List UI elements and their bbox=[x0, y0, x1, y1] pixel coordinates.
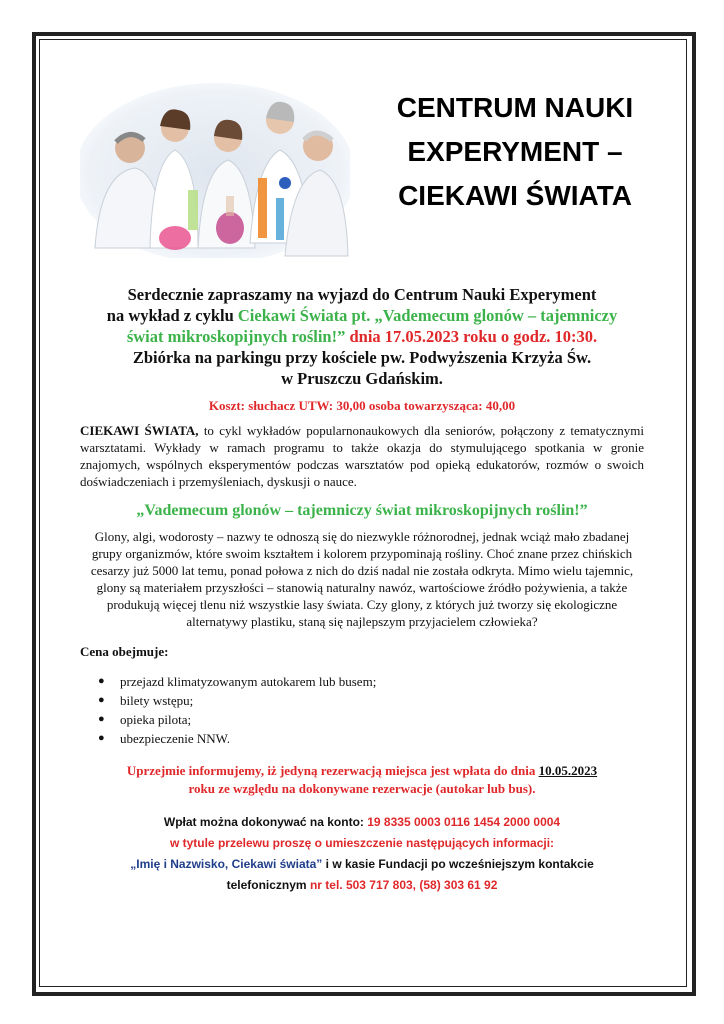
price-item-text: bilety wstępu; bbox=[120, 693, 194, 708]
notice-line-2: roku ze względu na dokonywane rezerwacje (autokar lub bus). bbox=[188, 781, 536, 796]
payment-line-2: w tytule przelewu proszę o umieszczenie następujących informacji: bbox=[169, 836, 555, 850]
transfer-title: „Imię i Nazwisko, Ciekawi świata” bbox=[130, 857, 323, 871]
intro-line-2-a: na wykład z cyklu bbox=[106, 306, 238, 325]
intro-line-3-a: świat mikroskopijnych roślin!” bbox=[126, 327, 346, 346]
price-heading: Cena obejmuje: bbox=[80, 644, 169, 659]
intro-line-5: w Pruszczu Gdańskim. bbox=[281, 369, 443, 388]
list-item bbox=[98, 691, 644, 710]
bullet-icon: ● bbox=[98, 732, 105, 744]
price-item-text: przejazd klimatyzowanym autokarem lub busem; bbox=[120, 674, 377, 689]
payment-line-4 bbox=[80, 875, 644, 896]
bullet-icon: ● bbox=[98, 694, 105, 706]
list-item bbox=[98, 672, 644, 691]
title-line-2: EXPERYMENT – bbox=[407, 136, 623, 167]
title-line-3: CIEKAWI ŚWIATA bbox=[398, 180, 632, 211]
payment-info bbox=[80, 812, 644, 896]
intro-line-3-b: dnia 17.05.2023 roku o godz. 10:30. bbox=[345, 327, 598, 346]
list-item bbox=[98, 710, 644, 729]
payment-line-4-a: telefonicznym bbox=[226, 878, 310, 892]
bullet-icon: ● bbox=[98, 713, 105, 725]
cost-line: Koszt: słuchacz UTW: 30,00 osoba towarzysząca: 40,00 bbox=[208, 398, 516, 413]
intro-line-2-b: Ciekawi Świata pt. „Vademecum glonów – tajemniczy bbox=[237, 306, 618, 325]
payment-line-3-b: i w kasie Fundacji po wcześniejszym kontakcie bbox=[322, 857, 594, 871]
scientists-photo bbox=[80, 78, 350, 258]
notice-deadline: 10.05.2023 bbox=[538, 763, 598, 778]
page-title bbox=[375, 86, 655, 218]
list-item bbox=[98, 729, 644, 748]
phone-numbers: nr tel. 503 717 803, (58) 303 61 92 bbox=[309, 878, 498, 892]
price-item-text: ubezpieczenie NNW. bbox=[120, 731, 230, 746]
intro-line-1: Serdecznie zapraszamy na wyjazd do Centrum Nauki Experyment bbox=[127, 285, 597, 304]
notice-line-1 bbox=[80, 762, 644, 780]
intro-line-4: Zbiórka na parkingu przy kościele pw. Podwyższenia Krzyża Św. bbox=[132, 348, 592, 367]
intro-line-2 bbox=[80, 305, 644, 326]
price-item-text: opieka pilota; bbox=[120, 712, 192, 727]
series-description-text: to cykl wykładów popularnonaukowych dla seniorów, połączony z tematycznymi warsztatami. Wykłady w ramach programu to także okazja do stymulującego spotkania w gronie znajomych, wspólnych eksperymentów podczas warsztatów pod opieką edukatorów, rozmów o swoich doświadczeniach i przemyśleniach, dyskusji o nauce. bbox=[80, 423, 644, 489]
series-name: CIEKAWI ŚWIATA, bbox=[80, 423, 199, 438]
title-line-1: CENTRUM NAUKI bbox=[396, 92, 634, 123]
payment-line-1 bbox=[80, 812, 644, 833]
price-list bbox=[80, 672, 644, 748]
series-description bbox=[80, 422, 644, 490]
lecture-title: „Vademecum glonów – tajemniczy świat mikroskopijnych roślin!” bbox=[136, 502, 588, 519]
payment-line-3 bbox=[80, 854, 644, 875]
lecture-text: Glony, algi, wodorosty – nazwy te odnoszą się do niezwykle różnorodnej, jednak wciąż mało zbadanej grupy organizmów, które swoim kształtem i kolorem przypominają rośliny. Choć znane przez chińskich cesarzy już 5000 lat temu, ponad połowa z nich do dziś nadal nie została odkryta. Mimo wielu tajemnic, glony są materiałem przyszłości – stanowią naturalny nawóz, wartościowe źródło pożywienia, a także produkują więcej tlenu niż wszystkie lasy świata. Czy glony, z których już tworzy się ekologiczne alternatywy plastiku, staną się najlepszym przyjacielem człowieka? bbox=[90, 529, 634, 629]
notice-text-1: Uprzejmie informujemy, iż jedyną rezerwacją miejsca jest wpłata do dnia bbox=[126, 763, 539, 778]
reservation-notice bbox=[80, 762, 644, 798]
bank-account: 19 8335 0003 0116 1454 2000 0004 bbox=[367, 815, 561, 829]
bullet-icon: ● bbox=[98, 675, 105, 687]
flyer-content bbox=[80, 60, 644, 896]
invitation-block bbox=[80, 284, 644, 389]
intro-line-3 bbox=[80, 326, 644, 347]
flyer-header bbox=[80, 60, 644, 280]
payment-label: Wpłat można dokonywać na konto: bbox=[163, 815, 368, 829]
